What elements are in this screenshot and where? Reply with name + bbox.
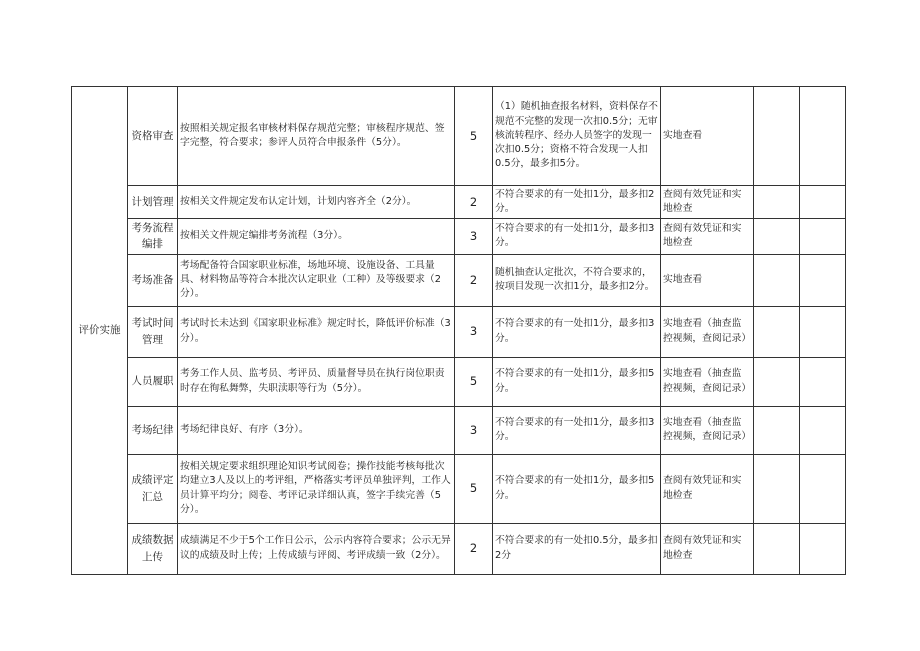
blank-cell <box>754 219 800 255</box>
content-cell: 按相关文件规定编排考务流程（3分）。 <box>178 219 455 255</box>
blank-cell <box>754 523 800 574</box>
score-cell: 5 <box>455 87 493 186</box>
evaluation-table <box>71 86 846 575</box>
blank-cell <box>800 306 846 357</box>
method-cell: 实地查看 <box>661 87 754 186</box>
score-cell: 2 <box>455 254 493 306</box>
blank-cell <box>754 406 800 454</box>
score-cell: 3 <box>455 306 493 357</box>
item-cell: 考务流程编排 <box>128 219 178 255</box>
score-cell: 2 <box>455 186 493 219</box>
blank-cell <box>800 254 846 306</box>
rule-cell: 不符合要求的有一处扣1分，最多扣3分。 <box>493 219 661 255</box>
method-cell: 实地查看 <box>661 254 754 306</box>
table-row <box>72 254 846 306</box>
rule-cell: 不符合要求的有一处扣1分，最多扣2分。 <box>493 186 661 219</box>
item-cell: 人员履职 <box>128 357 178 406</box>
table-row <box>72 523 846 574</box>
blank-cell <box>800 186 846 219</box>
content-cell: 考场纪律良好、有序（3分）。 <box>178 406 455 454</box>
content-cell: 按相关文件规定发布认定计划，计划内容齐全（2分）。 <box>178 186 455 219</box>
score-cell: 5 <box>455 357 493 406</box>
item-cell: 考试时间管理 <box>128 306 178 357</box>
method-cell: 查阅有效凭证和实地检查 <box>661 219 754 255</box>
rule-cell: （1）随机抽查报名材料，资料保存不规范不完整的发现一次扣0.5分；无审核流转程序、经办人员签字的发现一次扣0.5分；资格不符合发现一人扣0.5分，最多扣5分。 <box>493 87 661 186</box>
rule-cell: 不符合要求的有一处扣1分，最多扣3分。 <box>493 306 661 357</box>
method-cell: 查阅有效凭证和实地检查 <box>661 523 754 574</box>
rule-cell: 随机抽查认定批次，不符合要求的，按项目发现一次扣1分，最多扣2分。 <box>493 254 661 306</box>
item-cell: 考场纪律 <box>128 406 178 454</box>
item-cell: 成绩评定汇总 <box>128 454 178 523</box>
table-row <box>72 406 846 454</box>
content-cell: 按相关规定要求组织理论知识考试阅卷；操作技能考核每批次均建立3人及以上的考评组，严格落实考评员单独评判，工作人员计算平均分；阅卷、考评记录详细认真，签字手续完善（5分）。 <box>178 454 455 523</box>
method-cell: 查阅有效凭证和实地检查 <box>661 186 754 219</box>
content-cell: 考场配备符合国家职业标准，场地环境、设施设备、工具量具、材料物品等符合本批次认定职业（工种）及等级要求（2分）。 <box>178 254 455 306</box>
item-cell: 成绩数据上传 <box>128 523 178 574</box>
blank-cell <box>800 523 846 574</box>
method-cell: 实地查看（抽查监控视频，查阅记录） <box>661 357 754 406</box>
score-cell: 5 <box>455 454 493 523</box>
rule-cell: 不符合要求的有一处扣1分，最多扣5分。 <box>493 357 661 406</box>
blank-cell <box>754 254 800 306</box>
table-row <box>72 306 846 357</box>
content-cell: 成绩满足不少于5个工作日公示，公示内容符合要求；公示无异议的成绩及时上传；上传成绩与评阅、考评成绩一致（2分）。 <box>178 523 455 574</box>
blank-cell <box>754 454 800 523</box>
table-row <box>72 87 846 186</box>
method-cell: 实地查看（抽查监控视频，查阅记录） <box>661 406 754 454</box>
category-cell: 评价实施 <box>72 87 128 575</box>
score-cell: 3 <box>455 406 493 454</box>
blank-cell <box>800 219 846 255</box>
blank-cell <box>754 357 800 406</box>
rule-cell: 不符合要求的有一处扣0.5分，最多扣2分 <box>493 523 661 574</box>
content-cell: 考务工作人员、监考员、考评员、质量督导员在执行岗位职责时存在徇私舞弊，失职渎职等行为（5分）。 <box>178 357 455 406</box>
table-row <box>72 454 846 523</box>
score-cell: 3 <box>455 219 493 255</box>
rule-cell: 不符合要求的有一处扣1分，最多扣5分。 <box>493 454 661 523</box>
table-row <box>72 357 846 406</box>
method-cell: 查阅有效凭证和实地检查 <box>661 454 754 523</box>
blank-cell <box>800 454 846 523</box>
method-cell: 实地查看（抽查监控视频，查阅记录） <box>661 306 754 357</box>
item-cell: 资格审查 <box>128 87 178 186</box>
item-cell: 考场准备 <box>128 254 178 306</box>
item-cell: 计划管理 <box>128 186 178 219</box>
blank-cell <box>754 186 800 219</box>
blank-cell <box>800 406 846 454</box>
table-row <box>72 186 846 219</box>
blank-cell <box>800 87 846 186</box>
content-cell: 考试时长未达到《国家职业标准》规定时长，降低评价标准（3分）。 <box>178 306 455 357</box>
blank-cell <box>754 87 800 186</box>
blank-cell <box>800 357 846 406</box>
rule-cell: 不符合要求的有一处扣1分，最多扣3分。 <box>493 406 661 454</box>
table-row <box>72 219 846 255</box>
content-cell: 按照相关规定报名审核材料保存规范完整；审核程序规范、签字完整，符合要求；参评人员符合申报条件（5分）。 <box>178 87 455 186</box>
score-cell: 2 <box>455 523 493 574</box>
blank-cell <box>754 306 800 357</box>
